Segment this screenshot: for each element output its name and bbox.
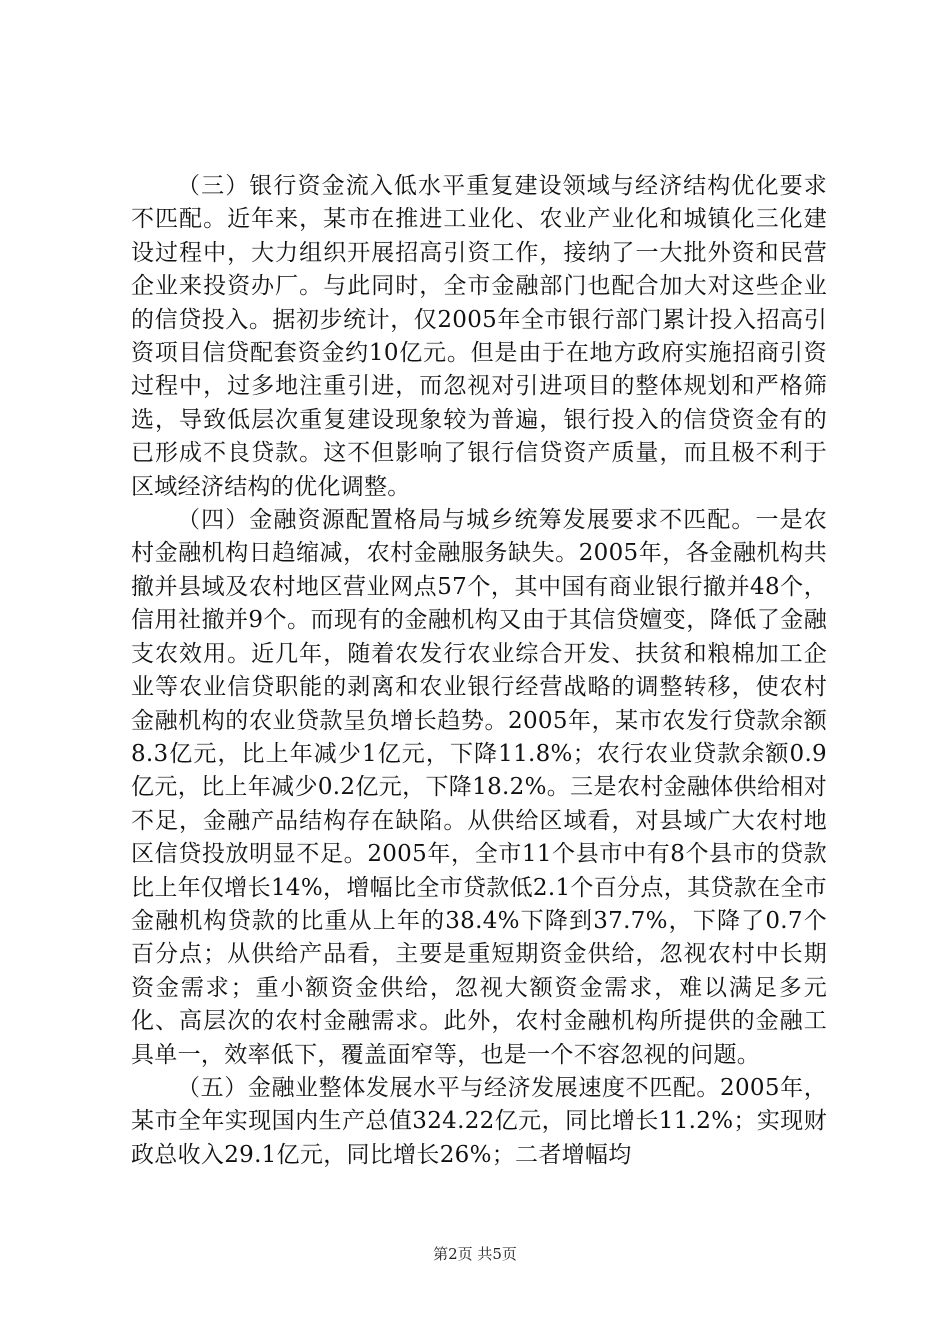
- page-number-footer: 第2页 共5页: [433, 1245, 517, 1263]
- paragraph-section-3: （三）银行资金流入低水平重复建设领域与经济结构优化要求不匹配。近年来，某市在推进工业化、农业产业化和城镇化三化建设过程中，大力组织开展招高引资工作，接纳了一大批外资和民营企业来投资办厂。与此同时，全市金融部门也配合加大对这些企业的信贷投入。据初步统计，仅2005年全市银行部门累计投入招高引资项目信贷配套资金约10亿元。但是由于在地方政府实施招商引资过程中，过多地注重引进，而忽视对引进项目的整体规划和严格筛选，导致低层次重复建设现象较为普遍，银行投入的信贷资金有的已形成不良贷款。这不但影响了银行信贷资产质量，而且极不利于区域经济结构的优化调整。: [131, 173, 827, 500]
- paragraph-section-4: （四）金融资源配置格局与城乡统筹发展要求不匹配。一是农村金融机构日趋缩减，农村金融服务缺失。2005年，各金融机构共撤并县域及农村地区营业网点57个，其中国有商业银行撤并48个，信用社撤并9个。而现有的金融机构又由于其信贷嬗变，降低了金融支农效用。近几年，随着农发行农业综合开发、扶贫和粮棉加工企业等农业信贷职能的剥离和农业银行经营战略的调整转移，使农村金融机构的农业贷款呈负增长趋势。2005年，某市农发行贷款余额8.3亿元，比上年减少1亿元，下降11.8%；农行农业贷款余额0.9亿元，比上年减少0.2亿元，下降18.2%。三是农村金融体供给相对不足，金融产品结构存在缺陷。从供给区域看，对县域广大农村地区信贷投放明显不足。2005年，全市11个县市中有8个县市的贷款比上年仅增长14%，增幅比全市贷款低2.1个百分点，其贷款在全市金融机构贷款的比重从上年的38.4%下降到37.7%，下降了0.7个百分点；从供给产品看，主要是重短期资金供给，忽视农村中长期资金需求；重小额资金供给，忽视大额资金需求，难以满足多元化、高层次的农村金融需求。此外，农村金融机构所提供的金融工具单一，效率低下，覆盖面窄等，也是一个不容忽视的问题。: [131, 507, 827, 1068]
- document-body: [131, 170, 827, 1172]
- paragraph-section-5: （五）金融业整体发展水平与经济发展速度不匹配。2005年，某市全年实现国内生产总值324.22亿元，同比增长11.2%；实现财政总收入29.1亿元，同比增长26%；二者增幅均: [131, 1074, 827, 1168]
